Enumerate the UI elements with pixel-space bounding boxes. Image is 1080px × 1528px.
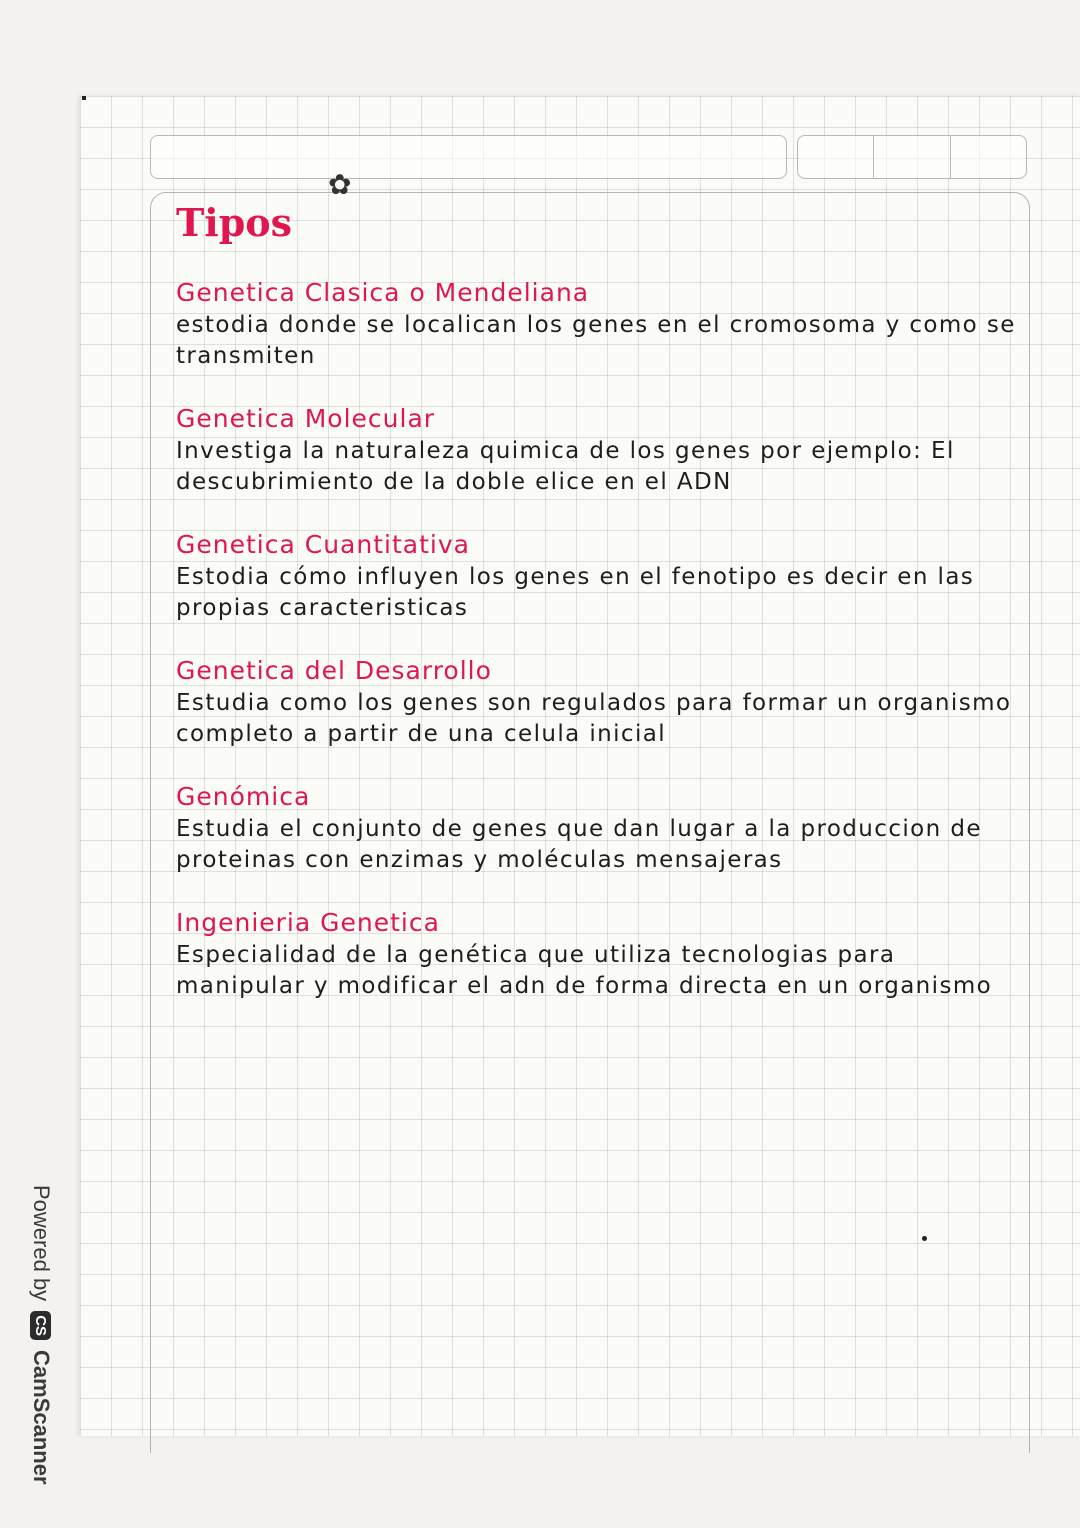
scan-corner-mark [82,96,86,100]
section-heading: Genómica [176,782,311,811]
section-ingenieria-genetica [176,906,1036,1002]
camscanner-logo-icon: CS [31,1311,52,1340]
section-genomica [176,780,1036,876]
section-genetica-desarrollo [176,654,1036,750]
camscanner-watermark [24,1185,54,1505]
page-title: Tipos [176,200,293,245]
date-cell-month [874,136,950,178]
date-cell-day [798,136,874,178]
section-heading: Genetica Molecular [176,404,436,433]
camscanner-name: CamScanner [29,1350,54,1485]
section-genetica-clasica [176,276,1036,372]
section-heading: Genetica del Desarrollo [176,656,492,685]
powered-by-text: Powered by [29,1185,54,1302]
header-date-box [797,135,1027,179]
section-genetica-molecular [176,402,1036,498]
section-genetica-cuantitativa [176,528,1036,624]
section-body: Especialidad de la genética que utiliza tecnologias para manipular y modificar el adn de forma directa en un organismo [176,942,993,999]
ink-dot [922,1236,927,1241]
notes-content [176,200,1036,1032]
section-heading: Genetica Clasica o Mendeliana [176,278,590,307]
section-body: Estodia cómo influyen los genes en el fenotipo es decir en las propias caracteristicas [176,564,975,621]
section-heading: Ingenieria Genetica [176,908,440,937]
date-cell-year [951,136,1026,178]
header-title-box [150,135,787,179]
section-body: estodia donde se localican los genes en el cromosoma y como se transmiten [176,312,1016,369]
section-body: Estudia el conjunto de genes que dan lugar a la produccion de proteinas con enzimas y moléculas mensajeras [176,816,982,873]
section-body: Investiga la naturaleza quimica de los genes por ejemplo: El descubrimiento de la doble elice en el ADN [176,438,955,495]
section-body: Estudia como los genes son regulados para formar un organismo completo a partir de una celula inicial [176,690,1012,747]
flower-icon: ✿ [328,168,352,201]
section-heading: Genetica Cuantitativa [176,530,470,559]
